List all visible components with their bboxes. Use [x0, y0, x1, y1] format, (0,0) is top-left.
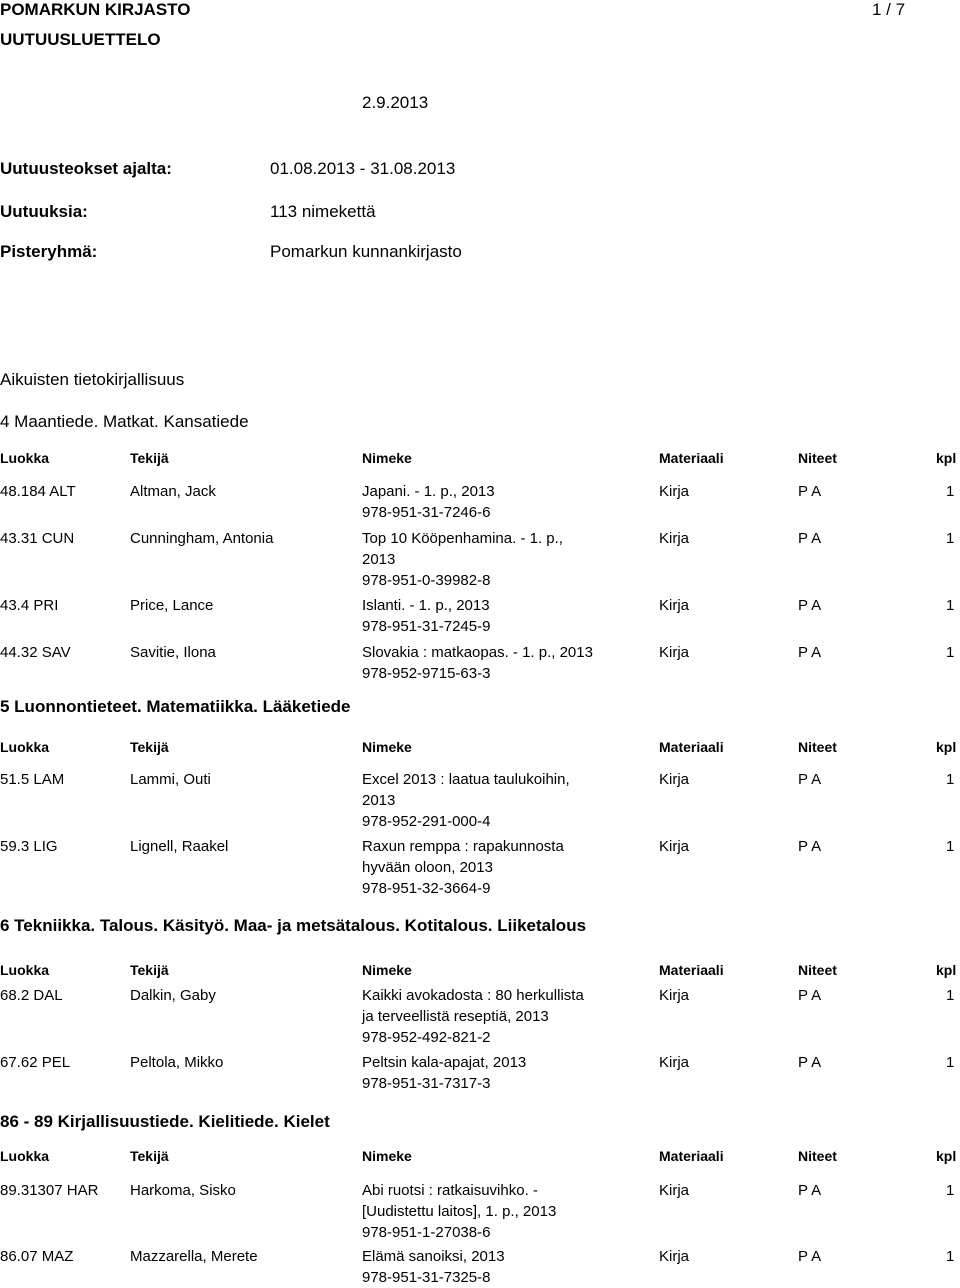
cell-tekija: Price, Lance — [130, 597, 214, 614]
cell-luokka: 86.07 MAZ — [0, 1248, 74, 1265]
cell-tekija: Lammi, Outi — [130, 771, 211, 788]
col-kpl: kpl — [936, 739, 957, 755]
cell-kpl: 1 — [946, 1054, 955, 1071]
nimeke-line: Abi ruotsi : ratkaisuvihko. - — [362, 1182, 538, 1199]
col-luokka: Luokka — [0, 739, 50, 755]
cell-niteet: P A — [798, 1054, 822, 1071]
col-tekija: Tekijä — [130, 962, 169, 978]
meta-label-group: Pisteryhmä: — [0, 242, 98, 261]
cell-tekija: Dalkin, Gaby — [130, 987, 216, 1004]
cell-luokka: 89.31307 HAR — [0, 1182, 99, 1199]
cell-nimeke — [362, 769, 570, 832]
col-niteet: Niteet — [798, 450, 837, 466]
col-materiaali: Materiaali — [659, 739, 724, 755]
cell-kpl: 1 — [946, 1248, 955, 1265]
col-niteet: Niteet — [798, 1148, 837, 1164]
cell-kpl: 1 — [946, 1182, 955, 1199]
nimeke-line: 2013 — [362, 792, 396, 809]
cell-tekija: Savitie, Ilona — [130, 644, 216, 661]
col-tekija: Tekijä — [130, 1148, 169, 1164]
col-niteet: Niteet — [798, 739, 837, 755]
nimeke-line: Japani. - 1. p., 2013 — [362, 483, 495, 500]
cell-nimeke — [362, 836, 564, 899]
page-number: 1 / 7 — [872, 0, 906, 19]
isbn: 978-951-1-27038-6 — [362, 1224, 491, 1241]
report-date: 2.9.2013 — [362, 93, 429, 112]
meta-value-period: 01.08.2013 - 31.08.2013 — [270, 159, 456, 178]
section-title: 4 Maantiede. Matkat. Kansatiede — [0, 412, 249, 431]
nimeke-line: 2013 — [362, 551, 396, 568]
cell-nimeke — [362, 1246, 505, 1288]
cell-niteet: P A — [798, 483, 822, 500]
cell-niteet: P A — [798, 987, 822, 1004]
isbn: 978-951-0-39982-8 — [362, 572, 491, 589]
cell-niteet: P A — [798, 530, 822, 547]
cell-luokka: 48.184 ALT — [0, 483, 76, 500]
cell-materiaali: Kirja — [659, 987, 690, 1004]
cell-luokka: 44.32 SAV — [0, 644, 71, 661]
cell-materiaali: Kirja — [659, 771, 690, 788]
cell-tekija: Altman, Jack — [130, 483, 216, 500]
category-title: Aikuisten tietokirjallisuus — [0, 370, 185, 389]
cell-tekija: Harkoma, Sisko — [130, 1182, 236, 1199]
section-title: 6 Tekniikka. Talous. Käsityö. Maa- ja metsätalous. Kotitalous. Liiketalous — [0, 916, 587, 935]
cell-nimeke — [362, 1052, 526, 1094]
col-nimeke: Nimeke — [362, 1148, 412, 1164]
cell-luokka: 67.62 PEL — [0, 1054, 71, 1071]
cell-nimeke — [362, 1180, 556, 1243]
nimeke-line: Kaikki avokadosta : 80 herkullista — [362, 987, 584, 1004]
col-materiaali: Materiaali — [659, 962, 724, 978]
section-title: 5 Luonnontieteet. Matematiikka. Lääketiede — [0, 697, 351, 716]
cell-luokka: 43.31 CUN — [0, 530, 75, 547]
col-materiaali: Materiaali — [659, 1148, 724, 1164]
col-kpl: kpl — [936, 1148, 957, 1164]
nimeke-line: [Uudistettu laitos], 1. p., 2013 — [362, 1203, 557, 1220]
meta-label-period: Uutuusteokset ajalta: — [0, 159, 172, 178]
cell-niteet: P A — [798, 771, 822, 788]
cell-luokka: 43.4 PRI — [0, 597, 59, 614]
isbn: 978-951-32-3664-9 — [362, 880, 491, 897]
nimeke-line: Raxun remppa : rapakunnosta — [362, 838, 564, 855]
cell-nimeke — [362, 985, 584, 1048]
col-kpl: kpl — [936, 962, 957, 978]
cell-materiaali: Kirja — [659, 1054, 690, 1071]
cell-tekija: Lignell, Raakel — [130, 838, 229, 855]
cell-kpl: 1 — [946, 771, 955, 788]
nimeke-line: ja terveellistä reseptiä, 2013 — [362, 1008, 549, 1025]
cell-kpl: 1 — [946, 644, 955, 661]
col-luokka: Luokka — [0, 450, 50, 466]
cell-materiaali: Kirja — [659, 483, 690, 500]
cell-tekija: Mazzarella, Merete — [130, 1248, 258, 1265]
cell-niteet: P A — [798, 597, 822, 614]
cell-luokka: 51.5 LAM — [0, 771, 65, 788]
list-title: UUTUUSLUETTELO — [0, 30, 161, 49]
col-luokka: Luokka — [0, 962, 50, 978]
col-tekija: Tekijä — [130, 450, 169, 466]
cell-niteet: P A — [798, 1182, 822, 1199]
cell-nimeke — [362, 642, 593, 684]
cell-luokka: 68.2 DAL — [0, 987, 63, 1004]
cell-niteet: P A — [798, 838, 822, 855]
col-tekija: Tekijä — [130, 739, 169, 755]
isbn: 978-951-31-7317-3 — [362, 1075, 491, 1092]
nimeke-line: Elämä sanoiksi, 2013 — [362, 1248, 505, 1265]
col-nimeke: Nimeke — [362, 450, 412, 466]
nimeke-line: Excel 2013 : laatua taulukoihin, — [362, 771, 570, 788]
col-luokka: Luokka — [0, 1148, 50, 1164]
cell-nimeke — [362, 528, 563, 591]
isbn: 978-952-9715-63-3 — [362, 665, 491, 682]
cell-materiaali: Kirja — [659, 1182, 690, 1199]
col-nimeke: Nimeke — [362, 962, 412, 978]
meta-label-count: Uutuuksia: — [0, 202, 88, 221]
section-title: 86 - 89 Kirjallisuustiede. Kielitiede. Kielet — [0, 1112, 330, 1131]
cell-nimeke — [362, 595, 490, 637]
isbn: 978-951-31-7325-8 — [362, 1269, 491, 1286]
cell-tekija: Peltola, Mikko — [130, 1054, 224, 1071]
col-niteet: Niteet — [798, 962, 837, 978]
col-kpl: kpl — [936, 450, 957, 466]
cell-materiaali: Kirja — [659, 597, 690, 614]
cell-kpl: 1 — [946, 483, 955, 500]
cell-luokka: 59.3 LIG — [0, 838, 58, 855]
nimeke-line: Slovakia : matkaopas. - 1. p., 2013 — [362, 644, 593, 661]
isbn: 978-952-291-000-4 — [362, 813, 491, 830]
cell-kpl: 1 — [946, 530, 955, 547]
cell-niteet: P A — [798, 644, 822, 661]
nimeke-line: Peltsin kala-apajat, 2013 — [362, 1054, 527, 1071]
col-materiaali: Materiaali — [659, 450, 724, 466]
library-name: POMARKUN KIRJASTO — [0, 0, 191, 19]
cell-kpl: 1 — [946, 597, 955, 614]
isbn: 978-952-492-821-2 — [362, 1029, 491, 1046]
cell-nimeke — [362, 481, 495, 523]
nimeke-line: hyvään oloon, 2013 — [362, 859, 493, 876]
cell-materiaali: Kirja — [659, 1248, 690, 1265]
nimeke-line: Islanti. - 1. p., 2013 — [362, 597, 490, 614]
cell-materiaali: Kirja — [659, 838, 690, 855]
cell-materiaali: Kirja — [659, 530, 690, 547]
cell-niteet: P A — [798, 1248, 822, 1265]
cell-kpl: 1 — [946, 838, 955, 855]
col-nimeke: Nimeke — [362, 739, 412, 755]
isbn: 978-951-31-7245-9 — [362, 618, 491, 635]
cell-kpl: 1 — [946, 987, 955, 1004]
nimeke-line: Top 10 Kööpenhamina. - 1. p., — [362, 530, 563, 547]
cell-tekija: Cunningham, Antonia — [130, 530, 274, 547]
meta-value-count: 113 nimekettä — [270, 202, 376, 221]
cell-materiaali: Kirja — [659, 644, 690, 661]
isbn: 978-951-31-7246-6 — [362, 504, 491, 521]
meta-value-group: Pomarkun kunnankirjasto — [270, 242, 462, 261]
